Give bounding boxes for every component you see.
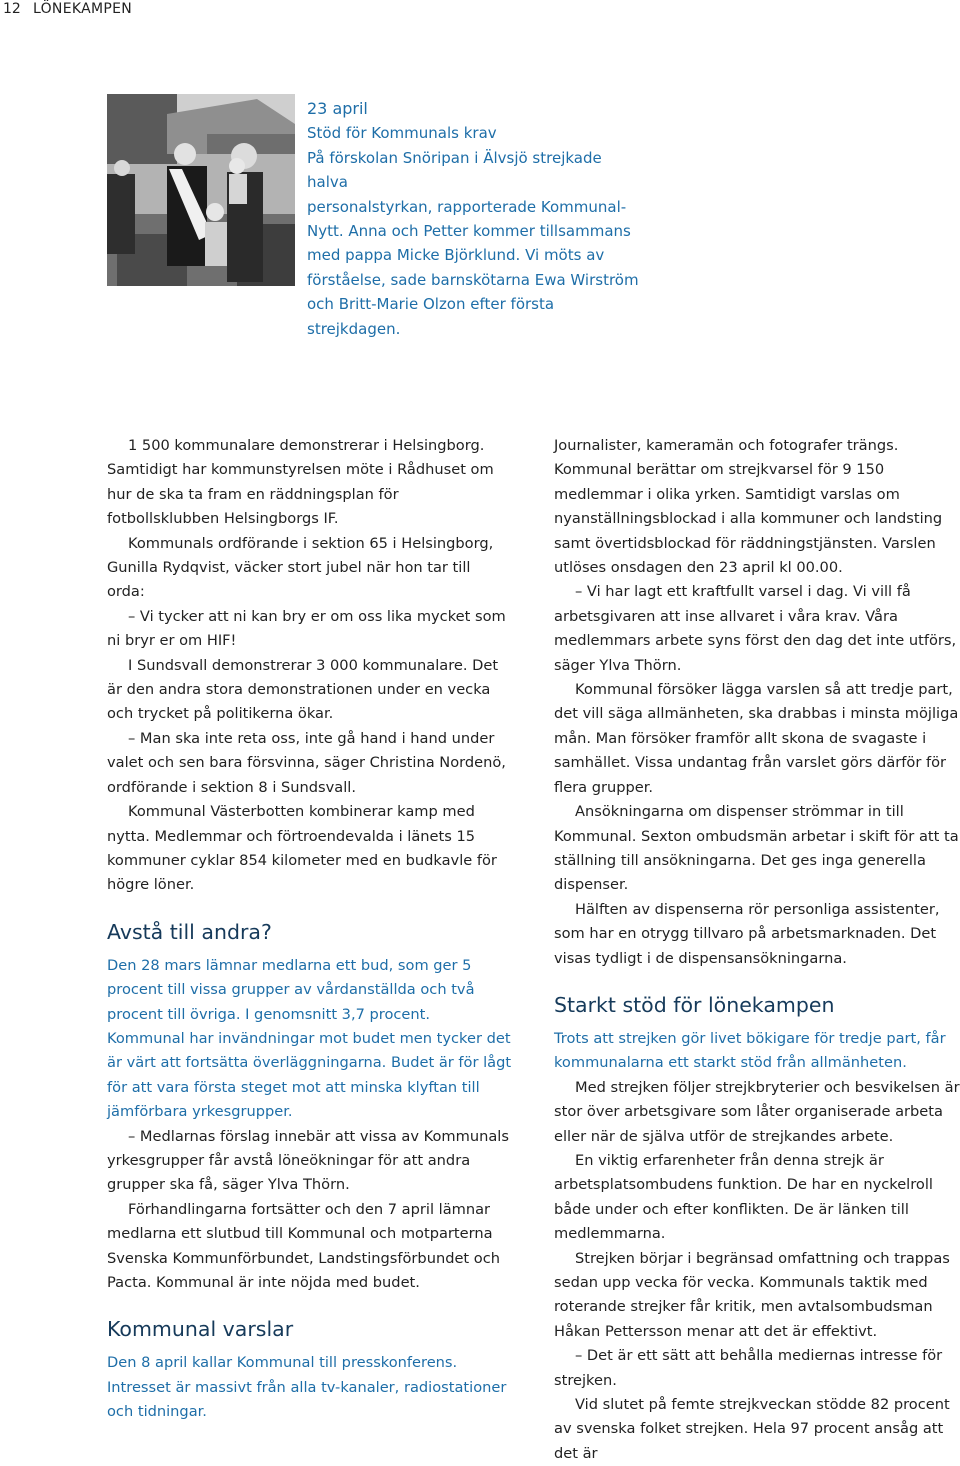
paragraph: 1 500 kommunalare demonstrerar i Helsingborg. Samtidigt har kommunstyrelsen möte i Rådhuset om hur de ska ta fram en räddningsplan för fotbollsklubben Helsingborgs IF. xyxy=(107,437,494,528)
paragraph: I Sundsvall demonstrerar 3 000 kommunalare. Det är den andra stora demonstrationen under en vecka och trycket på politikerna ökar. xyxy=(107,656,499,723)
paragraph: Ansökningarna om dispenser strömmar in till Kommunal. Sexton ombudsmän arbetar i skift för att ta ställning till ansökningarna. Det ges inga generella dispenser. xyxy=(554,803,959,894)
caption-line: förståelse, sade barnskötarna Ewa Wirström xyxy=(307,270,639,289)
quote-paragraph: – Medlarnas förslag innebär att vissa av Kommunals yrkesgrupper får avstå löneökningar för att andra grupper ska få, säger Ylva Thörn. xyxy=(107,1127,509,1194)
quote-paragraph: – Vi tycker att ni kan bry er om oss lika mycket som ni bryr er om HIF! xyxy=(107,607,506,650)
caption-line: personalstyrkan, rapporterade Kommunal- xyxy=(307,197,627,216)
section-title: LÖNEKAMPEN xyxy=(33,1,132,17)
left-column xyxy=(107,434,512,1425)
photo-illustration xyxy=(107,94,295,286)
caption-line: med pappa Micke Björklund. Vi möts av xyxy=(307,246,605,265)
paragraph: Förhandlingarna fortsätter och den 7 april lämnar medlarna ett slutbud till Kommunal och motparterna Svenska Kommunförbundet, Landstingsförbundet och Pacta. Kommunal är inte nöjda med budet. xyxy=(107,1200,500,1291)
subheading-starkt-stod: Starkt stöd för lönekampen xyxy=(554,992,835,1017)
paragraph: Hälften av dispenserna rör personliga assistenter, som har en otrygg tillvaro på arbetsmarknaden. Det visas tydligt i de dispensansökningarna. xyxy=(554,900,940,967)
paragraph: Journalister, kameramän och fotografer trängs. Kommunal berättar om strejkvarsel för 9 150 medlemmar i olika yrken. Samtidigt varslas om nyanställningsblockad i alla kommuner och landsting samt övertidsblockad för räddningstjänsten. Varslen utlöses onsdagen den 23 april kl 00.00. xyxy=(554,437,943,577)
photo-caption xyxy=(307,97,647,341)
paragraph: Strejken börjar i begränsad omfattning och trappas sedan upp vecka för vecka. Kommunals taktik med roterande strejker får kritik, men avtalsombudsman Håkan Pettersson menar att det är effektivt. xyxy=(554,1249,950,1340)
strike-photo xyxy=(107,94,295,286)
lead-paragraph: Trots att strejken gör livet bökigare för tredje part, får kommunalarna ett starkt stöd från allmänheten. xyxy=(554,1029,946,1072)
paragraph: Med strejken följer strejkbryterier och besvikelsen är stor över arbetsgivare som låter organiserade arbeta eller när de själva utför de strejkandes arbete. xyxy=(554,1078,960,1145)
paragraph: En viktig erfarenheter från denna strejk är arbetsplatsombudens funktion. De har en nyckelroll både under och efter konflikten. De är länken till medlemmarna. xyxy=(554,1151,933,1243)
caption-line: och Britt-Marie Olzon efter första strejkdagen. xyxy=(307,295,555,338)
lead-paragraph: Den 8 april kallar Kommunal till presskonferens. Intresset är massivt från alla tv-kanaler, radiostationer och tidningar. xyxy=(107,1354,507,1421)
paragraph: Kommunals ordförande i sektion 65 i Helsingborg, Gunilla Rydqvist, väcker stort jubel när hon tar till orda: xyxy=(107,534,494,601)
quote-paragraph: – Man ska inte reta oss, inte gå hand i hand under valet och sen bara försvinna, säger Christina Nordenö, ordförande i sektion 8 i Sundsvall. xyxy=(107,729,506,796)
caption-date: 23 april xyxy=(307,99,368,118)
paragraph: Kommunal Västerbotten kombinerar kamp med nytta. Medlemmar och förtroendevalda i länets 15 kommuner cyklar 854 kilometer med en budkavle för högre löner. xyxy=(107,803,497,894)
lead-paragraph: Den 28 mars lämnar medlarna ett bud, som ger 5 procent till vissa grupper av vårdanställda och två procent till övriga. I genomsnitt 3,7 procent. Kommunal har invändningar mot budet men tycker det är värt att fortsätta överläggningarna. Budet är för lågt för att vara första steget mot att minska klyftan till jämförbara yrkesgrupper. xyxy=(107,956,512,1121)
paragraph: Kommunal försöker lägga varslen så att tredje part, det vill säga allmänheten, ska drabbas i minsta möjliga mån. Man försöker framför allt skona de svagaste i samhället. Vissa undantag från varslet görs därför för flera grupper. xyxy=(554,681,959,796)
right-column xyxy=(554,434,960,1466)
paragraph: Vid slutet på femte strejkveckan stödde 82 procent av svenska folket strejken. Hela 97 procent ansåg att det är xyxy=(554,1396,950,1462)
subheading-varslar: Kommunal varslar xyxy=(107,1317,294,1342)
caption-line: Stöd för Kommunals krav xyxy=(307,124,497,143)
caption-line: Nytt. Anna och Petter kommer tillsammans xyxy=(307,222,631,241)
quote-paragraph: – Det är ett sätt att behålla mediernas intresse för strejken. xyxy=(554,1347,943,1389)
caption-line: På förskolan Snöripan i Älvsjö strejkade halva xyxy=(307,148,602,192)
subheading-avsta: Avstå till andra? xyxy=(107,919,272,944)
page-number: 12 xyxy=(3,1,21,17)
quote-paragraph: – Vi har lagt ett kraftfullt varsel i dag. Vi vill få arbetsgivaren att inse allvaret i våra krav. Våra medlemmars arbete syns först den dag det inte utförs, säger Ylva Thörn. xyxy=(554,583,957,674)
